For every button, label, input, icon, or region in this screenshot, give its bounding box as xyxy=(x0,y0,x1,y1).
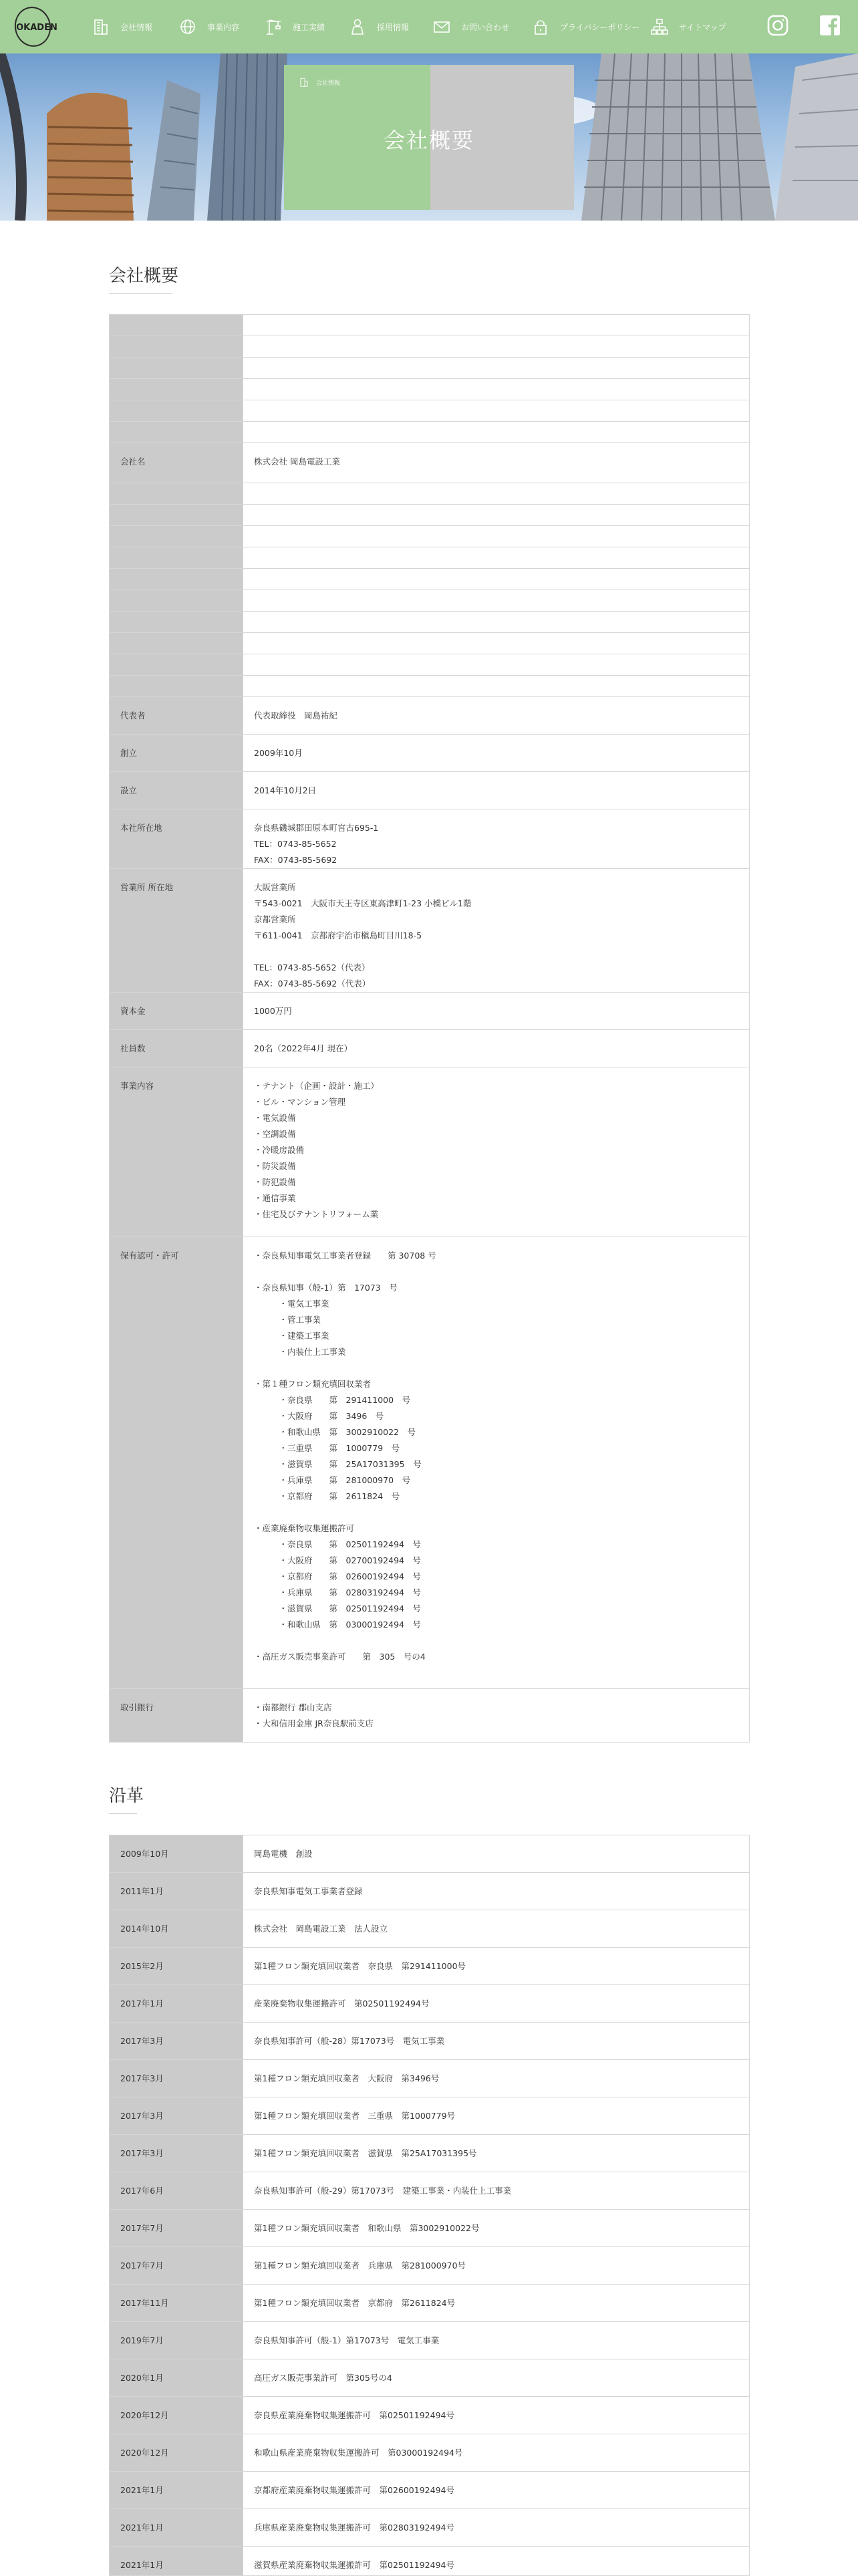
row-label: 2017年6月 xyxy=(110,2172,243,2210)
row-value: 2014年10月2日 xyxy=(243,772,750,809)
facebook-link[interactable] xyxy=(818,15,842,39)
row-value: 奈良県知事電気工事業者登録 xyxy=(243,1873,750,1910)
table-row xyxy=(110,358,750,379)
nav-item-business[interactable] xyxy=(178,0,239,53)
row-label: 2021年1月 xyxy=(110,2472,243,2509)
row-value: ・奈良県知事電気工事業者登録 第 30708 号 ・奈良県知事（般-1）第 17073 号 ・電気工事業 ・管工事業 ・建築工事業 ・内装仕上工事業 ・第１種フロン類充填回収業者 ・奈良県 第 291411000 号 ・大阪府 第 3496 号 ・和歌山県 第 3002910022 号 ・三重県 第 1000779 号 ・滋賀県 第 25A17031395 号 ・兵庫県 第 281000970 号 ・京都府 第 2611824 号 ・産業廃棄物収集運搬許可 ・奈良県 第 02501192494 号 ・大阪府 第 02700192494 号 ・京都府 第 02600192494 号 ・兵庫県 第 02803192494 号 ・滋賀県 第 02501192494 号 ・和歌山県 第 03000192494 号 ・高圧ガス販売事業許可 第 305 号の4 xyxy=(243,1237,750,1689)
row-label: 取引銀行 xyxy=(110,1689,243,1743)
building-icon xyxy=(91,17,111,37)
table-row xyxy=(110,633,750,654)
row-label xyxy=(110,379,243,400)
table-row xyxy=(110,2285,750,2322)
row-label xyxy=(110,315,243,336)
row-label: 2021年1月 xyxy=(110,2509,243,2547)
page-title-box xyxy=(284,65,574,210)
row-value: 第1種フロン類充填回収業者 奈良県 第291411000号 xyxy=(243,1948,750,1985)
row-label: 事業内容 xyxy=(110,1067,243,1237)
row-value xyxy=(243,612,750,633)
row-value: ・テナント（企画・設計・施工） ・ビル・マンション管理 ・電気設備 ・空調設備 ・冷暖房設備 ・防災設備 ・防犯設備 ・通信事業 ・住宅及びテナントリフォーム業 xyxy=(243,1067,750,1237)
row-value: 滋賀県産業廃棄物収集運搬許可 第02501192494号 xyxy=(243,2547,750,2576)
row-label: 2020年12月 xyxy=(110,2434,243,2472)
row-label xyxy=(110,505,243,526)
row-label: 2020年1月 xyxy=(110,2359,243,2397)
row-value xyxy=(243,676,750,697)
table-row xyxy=(110,1067,750,1237)
table-row xyxy=(110,1985,750,2023)
table-row xyxy=(110,315,750,336)
table-row xyxy=(110,2359,750,2397)
nav-label: 採用情報 xyxy=(377,22,410,32)
table-row xyxy=(110,569,750,590)
row-value: 大阪営業所 〒543-0021 大阪市天王寺区東高津町1-23 小橋ビル1階 京都営業所 〒611-0041 京都府宇治市槇島町目川18-5 TEL：0743-85-5652（代表） FAX：0743-85-5692（代表） xyxy=(243,869,750,993)
lock-icon xyxy=(531,17,551,37)
row-label: 2017年3月 xyxy=(110,2135,243,2172)
row-label: 2009年10月 xyxy=(110,1835,243,1873)
nav-item-privacy[interactable] xyxy=(531,0,639,53)
site-header xyxy=(0,0,858,53)
row-value: 20名（2022年4月 現在） xyxy=(243,1030,750,1067)
row-value: 第1種フロン類充填回収業者 和歌山県 第3002910022号 xyxy=(243,2210,750,2247)
table-row xyxy=(110,735,750,772)
table-row xyxy=(110,2397,750,2434)
table-row xyxy=(110,547,750,569)
row-label: 2015年2月 xyxy=(110,1948,243,1985)
table-row xyxy=(110,2060,750,2097)
row-label: 代表者 xyxy=(110,697,243,735)
nav-label: 施工実績 xyxy=(293,22,325,32)
row-value: 奈良県産業廃棄物収集運搬許可 第02501192494号 xyxy=(243,2397,750,2434)
section-title-company: 会社概要 xyxy=(109,266,179,286)
table-row xyxy=(110,1910,750,1948)
row-label: 創立 xyxy=(110,735,243,772)
section-title-underline xyxy=(109,289,172,294)
table-row xyxy=(110,612,750,633)
row-value: 産業廃棄物収集運搬許可 第02501192494号 xyxy=(243,1985,750,2023)
site-logo[interactable] xyxy=(11,5,57,48)
mail-icon xyxy=(432,17,452,37)
row-value: 奈良県知事許可（般-28）第17073号 電気工事業 xyxy=(243,2023,750,2060)
row-label: 2017年7月 xyxy=(110,2210,243,2247)
nav-item-sitemap[interactable] xyxy=(650,0,726,53)
row-value: 第1種フロン類充填回収業者 京都府 第2611824号 xyxy=(243,2285,750,2322)
nav-label: プライバシーポリシー xyxy=(560,22,640,32)
table-row xyxy=(110,993,750,1030)
table-row xyxy=(110,2509,750,2547)
nav-item-company[interactable] xyxy=(91,0,152,53)
table-row xyxy=(110,2472,750,2509)
table-row xyxy=(110,2434,750,2472)
row-value: 第1種フロン類充填回収業者 大阪府 第3496号 xyxy=(243,2060,750,2097)
row-label xyxy=(110,336,243,358)
row-label xyxy=(110,654,243,676)
row-value xyxy=(243,336,750,358)
row-value xyxy=(243,505,750,526)
table-row xyxy=(110,1237,750,1689)
row-value: 奈良県磯城郡田原本町宮古695-1 TEL：0743-85-5652 FAX：0743-85-5692 xyxy=(243,809,750,869)
row-label xyxy=(110,612,243,633)
table-row xyxy=(110,809,750,869)
nav-item-recruit[interactable] xyxy=(347,0,409,53)
instagram-icon xyxy=(766,14,789,39)
table-row xyxy=(110,2322,750,2359)
building-photo-left xyxy=(0,53,321,221)
nav-item-works[interactable] xyxy=(263,0,325,53)
row-value: 株式会社 岡島電設工業 xyxy=(243,443,750,483)
row-label: 社員数 xyxy=(110,1030,243,1067)
row-label xyxy=(110,483,243,505)
table-row xyxy=(110,2547,750,2576)
row-label: 保有認可・許可 xyxy=(110,1237,243,1689)
row-value xyxy=(243,569,750,590)
row-value: 兵庫県産業廃棄物収集運搬許可 第02803192494号 xyxy=(243,2509,750,2547)
table-row xyxy=(110,505,750,526)
row-value xyxy=(243,358,750,379)
row-label: 資本金 xyxy=(110,993,243,1030)
table-row xyxy=(110,483,750,505)
table-row xyxy=(110,772,750,809)
row-value xyxy=(243,547,750,569)
nav-label: 事業内容 xyxy=(207,22,240,32)
row-label xyxy=(110,547,243,569)
row-label: 営業所 所在地 xyxy=(110,869,243,993)
globe-icon xyxy=(178,17,198,37)
facebook-icon xyxy=(819,14,841,39)
row-value: ・南都銀行 郡山支店 ・大和信用金庫 JR奈良駅前支店 xyxy=(243,1689,750,1743)
table-row xyxy=(110,1835,750,1873)
row-label xyxy=(110,569,243,590)
table-row xyxy=(110,379,750,400)
row-value: 代表取締役 岡島祐紀 xyxy=(243,697,750,735)
table-row xyxy=(110,2097,750,2135)
row-label: 2017年3月 xyxy=(110,2023,243,2060)
sitemap-icon xyxy=(650,17,670,37)
person-icon xyxy=(347,17,368,37)
table-row xyxy=(110,1873,750,1910)
row-label: 2021年1月 xyxy=(110,2547,243,2576)
row-value: 奈良県知事許可（般-1）第17073号 電気工事業 xyxy=(243,2322,750,2359)
row-label xyxy=(110,590,243,612)
nav-item-contact[interactable] xyxy=(432,0,509,53)
section-title-history: 沿革 xyxy=(109,1786,144,1806)
row-label: 2020年12月 xyxy=(110,2397,243,2434)
table-row xyxy=(110,336,750,358)
row-label: 2019年7月 xyxy=(110,2322,243,2359)
nav-label: サイトマップ xyxy=(679,22,726,32)
row-value: 第1種フロン類充填回収業者 三重県 第1000779号 xyxy=(243,2097,750,2135)
table-row xyxy=(110,400,750,422)
table-row xyxy=(110,1948,750,1985)
building-icon xyxy=(299,77,309,88)
table-row xyxy=(110,2023,750,2060)
table-row xyxy=(110,1689,750,1743)
section-title-underline xyxy=(109,1809,137,1814)
row-label: 会社名 xyxy=(110,443,243,483)
row-label xyxy=(110,400,243,422)
row-value: 2009年10月 xyxy=(243,735,750,772)
row-label: 2017年7月 xyxy=(110,2247,243,2285)
company-table xyxy=(109,314,750,1743)
row-value xyxy=(243,422,750,443)
row-value xyxy=(243,379,750,400)
table-row xyxy=(110,443,750,483)
table-row xyxy=(110,697,750,735)
table-row xyxy=(110,2210,750,2247)
row-value: 株式会社 岡島電設工業 法人設立 xyxy=(243,1910,750,1948)
breadcrumb[interactable] xyxy=(299,77,340,88)
table-row xyxy=(110,654,750,676)
table-row xyxy=(110,676,750,697)
row-label xyxy=(110,358,243,379)
row-value: 1000万円 xyxy=(243,993,750,1030)
table-row xyxy=(110,590,750,612)
nav-label: お問い合わせ xyxy=(461,22,510,32)
row-value xyxy=(243,315,750,336)
row-value: 第1種フロン類充填回収業者 兵庫県 第281000970号 xyxy=(243,2247,750,2285)
row-label: 2011年1月 xyxy=(110,1873,243,1910)
row-value xyxy=(243,400,750,422)
row-label: 2017年3月 xyxy=(110,2060,243,2097)
row-value: 高圧ガス販売事業許可 第305号の4 xyxy=(243,2359,750,2397)
row-value xyxy=(243,633,750,654)
row-value xyxy=(243,654,750,676)
table-row xyxy=(110,2135,750,2172)
page-title: 会社概要 xyxy=(383,128,474,153)
row-label xyxy=(110,676,243,697)
breadcrumb-label: 会社情報 xyxy=(316,80,341,87)
row-label xyxy=(110,422,243,443)
instagram-link[interactable] xyxy=(766,15,790,39)
table-row xyxy=(110,526,750,547)
row-label xyxy=(110,633,243,654)
row-value: 奈良県知事許可（般-29）第17073号 建築工事業・内装仕上工事業 xyxy=(243,2172,750,2210)
row-label xyxy=(110,526,243,547)
table-row xyxy=(110,1030,750,1067)
row-label: 本社所在地 xyxy=(110,809,243,869)
row-value xyxy=(243,483,750,505)
row-value xyxy=(243,526,750,547)
row-value xyxy=(243,590,750,612)
row-label: 設立 xyxy=(110,772,243,809)
table-row xyxy=(110,2172,750,2210)
building-photo-right xyxy=(575,53,858,221)
row-value: 第1種フロン類充填回収業者 滋賀県 第25A17031395号 xyxy=(243,2135,750,2172)
table-row xyxy=(110,422,750,443)
row-label: 2017年1月 xyxy=(110,1985,243,2023)
logo-text: OKADEN xyxy=(16,23,57,33)
table-row xyxy=(110,2247,750,2285)
nav-label: 会社情報 xyxy=(120,22,153,32)
row-value: 岡島電機 創設 xyxy=(243,1835,750,1873)
row-label: 2014年10月 xyxy=(110,1910,243,1948)
crane-icon xyxy=(263,17,283,37)
row-value: 和歌山県産業廃棄物収集運搬許可 第03000192494号 xyxy=(243,2434,750,2472)
row-value: 京都府産業廃棄物収集運搬許可 第02600192494号 xyxy=(243,2472,750,2509)
row-label: 2017年11月 xyxy=(110,2285,243,2322)
row-label: 2017年3月 xyxy=(110,2097,243,2135)
table-row xyxy=(110,869,750,993)
history-table xyxy=(109,1835,750,2576)
